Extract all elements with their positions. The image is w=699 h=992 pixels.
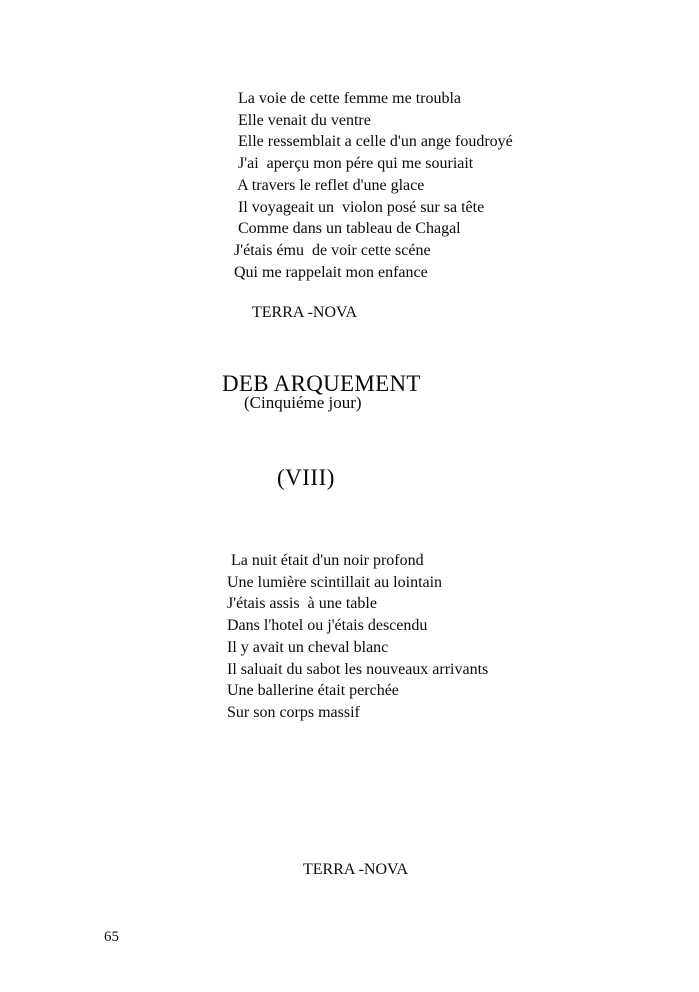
poem-line: J'étais assis à une table [227,595,377,613]
poem-line: Dans l'hotel ou j'étais descendu [227,617,428,635]
poem-line: Elle ressemblait a celle d'un ange foudroyé [234,133,513,151]
poem-line: Une lumière scintillait au lointain [227,573,443,591]
stanza-top [234,88,513,283]
section-subtitle-cinquieme-jour: (Cinquiéme jour) [244,393,362,412]
poem-line: La nuit était d'un noir profond [227,552,424,569]
section-title-debarquement: DEB ARQUEMENT [222,371,421,396]
poem-line: Qui me rappelait mon enfance [234,263,428,281]
signature-terra-nova-bottom: TERRA -NOVA [303,861,409,878]
stanza-bottom [227,550,488,724]
poem-line: Sur son corps massif [227,703,360,721]
poem-line: Il saluait du sabot les nouveaux arrivants [227,660,489,678]
poem-line: J'étais ému de voir cette scéne [234,241,431,259]
poem-line: Comme dans un tableau de Chagal [234,220,461,238]
poem-line: Une ballerine était perchée [227,682,399,700]
poem-line: La voie de cette femme me troubla [234,90,462,107]
poem-line: J'ai aperçu mon pére qui me souriait [234,155,474,173]
section-numeral-viii: (VIII) [277,465,335,490]
poem-line: A travers le reflet d'une glace [234,176,425,194]
poem-line: Il y avait un cheval blanc [227,638,389,656]
poem-line: Elle venait du ventre [234,111,371,129]
signature-terra-nova-top: TERRA -NOVA [252,304,358,321]
page-number: 65 [104,929,119,945]
poem-line: Il voyageait un violon posé sur sa tête [234,198,485,216]
